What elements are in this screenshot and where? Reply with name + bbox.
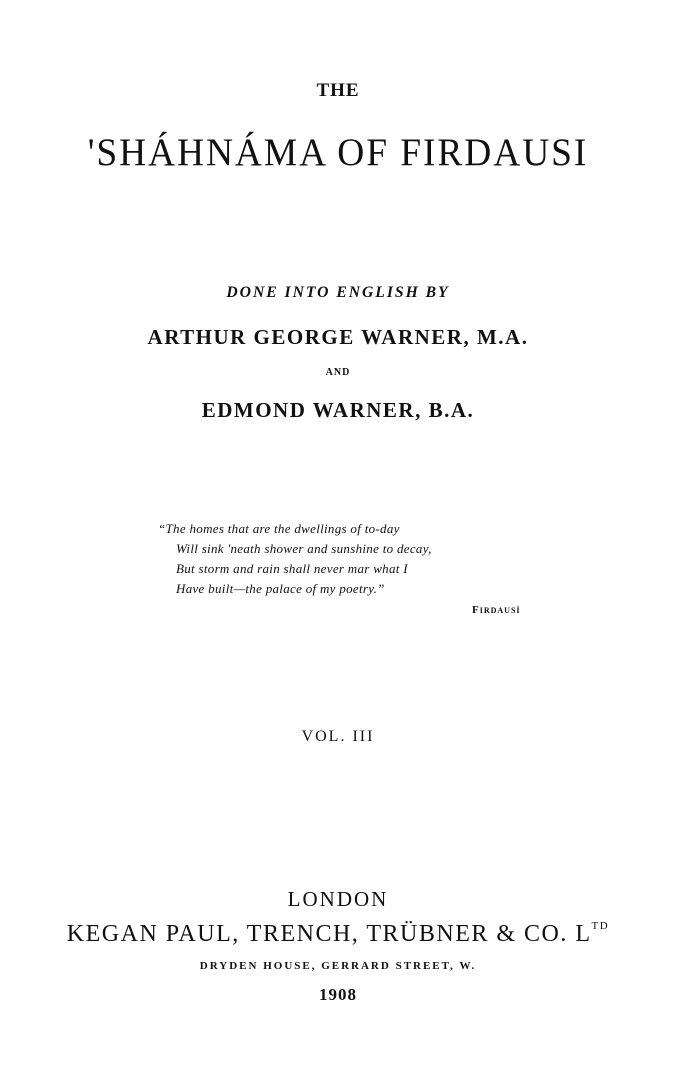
publisher-suffix: TD: [591, 920, 610, 932]
translator-1: ARTHUR GEORGE WARNER, M.A.: [147, 325, 529, 349]
publication-city: LONDON: [287, 887, 389, 911]
the-heading: THE: [316, 80, 360, 101]
publisher-name-text: KEGAN PAUL, TRENCH, TRÜBNER & CO. L: [66, 921, 592, 947]
conjunction: AND: [325, 367, 351, 378]
translator-2: EDMOND WARNER, B.A.: [201, 398, 475, 422]
epigraph-line-3: But storm and rain shall never mar what I: [176, 561, 408, 576]
epigraph-line-4: Have built—the palace of my poetry.”: [176, 581, 385, 596]
book-title: 'SHÁHNÁMA OF FIRDAUSI: [87, 131, 589, 174]
epigraph-attribution: Firdausí: [472, 604, 521, 616]
translation-credit: DONE INTO ENGLISH BY: [226, 284, 450, 301]
epigraph-line-1: “The homes that are the dwellings of to-day: [158, 521, 400, 536]
publication-year: 1908: [319, 985, 357, 1004]
volume-number: VOL. III: [301, 728, 375, 745]
publisher-address: DRYDEN HOUSE, GERRARD STREET, W.: [199, 960, 477, 972]
publisher-name: [0, 920, 676, 948]
epigraph-line-2: Will sink 'neath shower and sunshine to decay,: [176, 541, 432, 556]
epigraph: [158, 519, 478, 599]
